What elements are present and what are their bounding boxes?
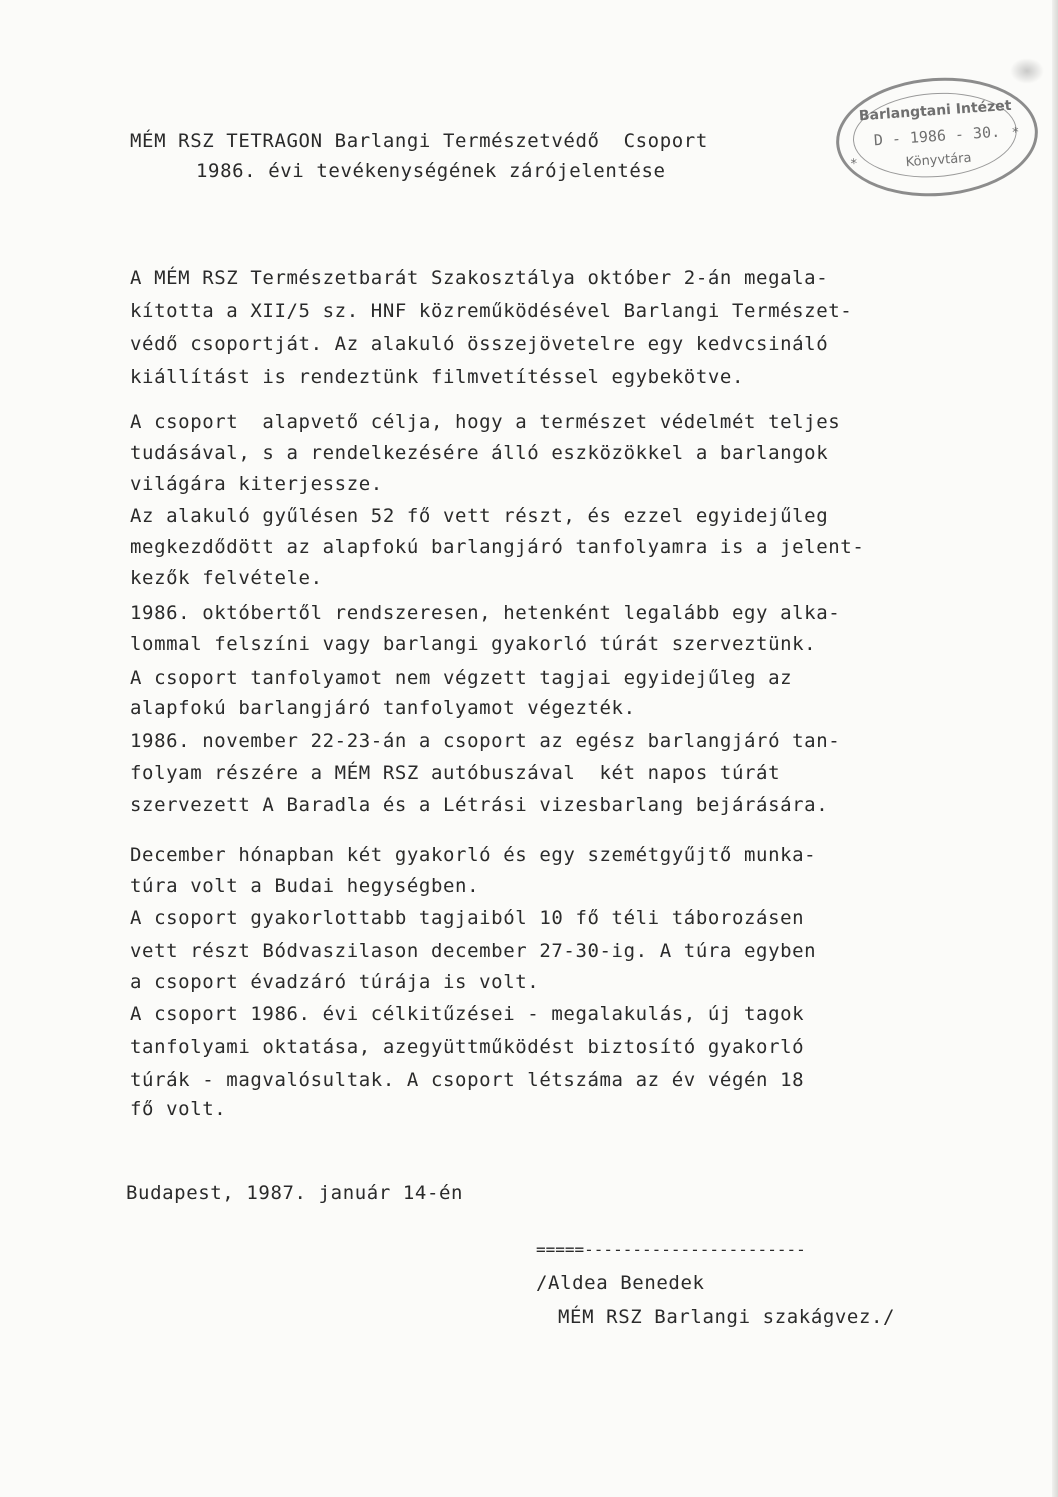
body-line: lommal felszíni vagy barlangi gyakorló túrát szerveztünk. xyxy=(130,633,817,655)
body-line: túra volt a Budai hegységben. xyxy=(130,875,480,897)
corner-smudge xyxy=(1010,58,1044,84)
body-line: megkezdődött az alapfokú barlangjáró tanfolyamra is a jelent- xyxy=(130,536,865,558)
body-line: A csoport tanfolyamot nem végzett tagjai egyidejűleg az xyxy=(130,667,793,689)
library-stamp xyxy=(832,71,1042,203)
date-line: Budapest, 1987. január 14-én xyxy=(126,1182,464,1204)
body-line: alapfokú barlangjáró tanfolyamot végezték. xyxy=(130,697,636,719)
stamp-institution: Barlangtani Intézet xyxy=(858,97,1012,125)
document-title-line-1: MÉM RSZ TETRAGON Barlangi Természetvédő Csoport xyxy=(130,130,708,152)
body-line: kította a XII/5 sz. HNF közreműködésével Barlangi Természet- xyxy=(130,300,853,322)
body-line: 1986. októbertől rendszeresen, hetenként legalább egy alka- xyxy=(130,602,841,624)
signature-name: /Aldea Benedek xyxy=(536,1272,705,1294)
body-line: Az alakuló gyűlésen 52 fő vett részt, és ezzel egyidejűleg xyxy=(130,505,829,527)
body-line: védő csoportját. Az alakuló összejövetelre egy kedvcsináló xyxy=(130,333,829,355)
signature-rule: =====----------------------- xyxy=(536,1240,806,1259)
document-title-line-2: 1986. évi tevékenységének zárójelentése xyxy=(196,160,666,182)
page-edge-shadow xyxy=(1052,0,1058,1497)
stamp-star-left: * xyxy=(850,156,858,173)
body-line: túrák - magvalósultak. A csoport létszáma az év végén 18 xyxy=(130,1069,805,1091)
body-line: kiállítást is rendeztünk filmvetítéssel egybekötve. xyxy=(130,366,744,388)
body-line: tudásával, s a rendelkezésére álló eszközökkel a barlangok xyxy=(130,442,829,464)
stamp-library: Könyvtára xyxy=(905,150,973,171)
body-line: A MÉM RSZ Természetbarát Szakosztálya október 2-án megala- xyxy=(130,267,829,289)
body-line: December hónapban két gyakorló és egy szemétgyűjtő munka- xyxy=(130,844,817,866)
stamp-star-right: * xyxy=(1011,125,1020,141)
signature-title: MÉM RSZ Barlangi szakágvez./ xyxy=(558,1306,896,1328)
body-line: vett részt Bódvaszilason december 27-30-ig. A túra egyben xyxy=(130,940,817,962)
body-line: A csoport alapvető célja, hogy a természet védelmét teljes xyxy=(130,411,841,433)
body-line: tanfolyami oktatása, azegyüttműködést biztosító gyakorló xyxy=(130,1036,805,1058)
body-line: világára kiterjessze. xyxy=(130,473,383,495)
body-line: A csoport 1986. évi célkitűzései - megalakulás, új tagok xyxy=(130,1003,805,1025)
body-line: A csoport gyakorlottabb tagjaiból 10 fő téli táborozásen xyxy=(130,907,805,929)
body-line: fő volt. xyxy=(130,1098,227,1120)
body-line: a csoport évadzáró túrája is volt. xyxy=(130,971,540,993)
body-line: szervezett A Baradla és a Létrási vizesbarlang bejárására. xyxy=(130,794,829,816)
body-line: 1986. november 22-23-án a csoport az egész barlangjáró tan- xyxy=(130,730,841,752)
stamp-number: D - 1986 - 30. xyxy=(873,122,1001,150)
body-line: kezők felvétele. xyxy=(130,567,323,589)
body-line: folyam részére a MÉM RSZ autóbuszával két napos túrát xyxy=(130,762,781,784)
